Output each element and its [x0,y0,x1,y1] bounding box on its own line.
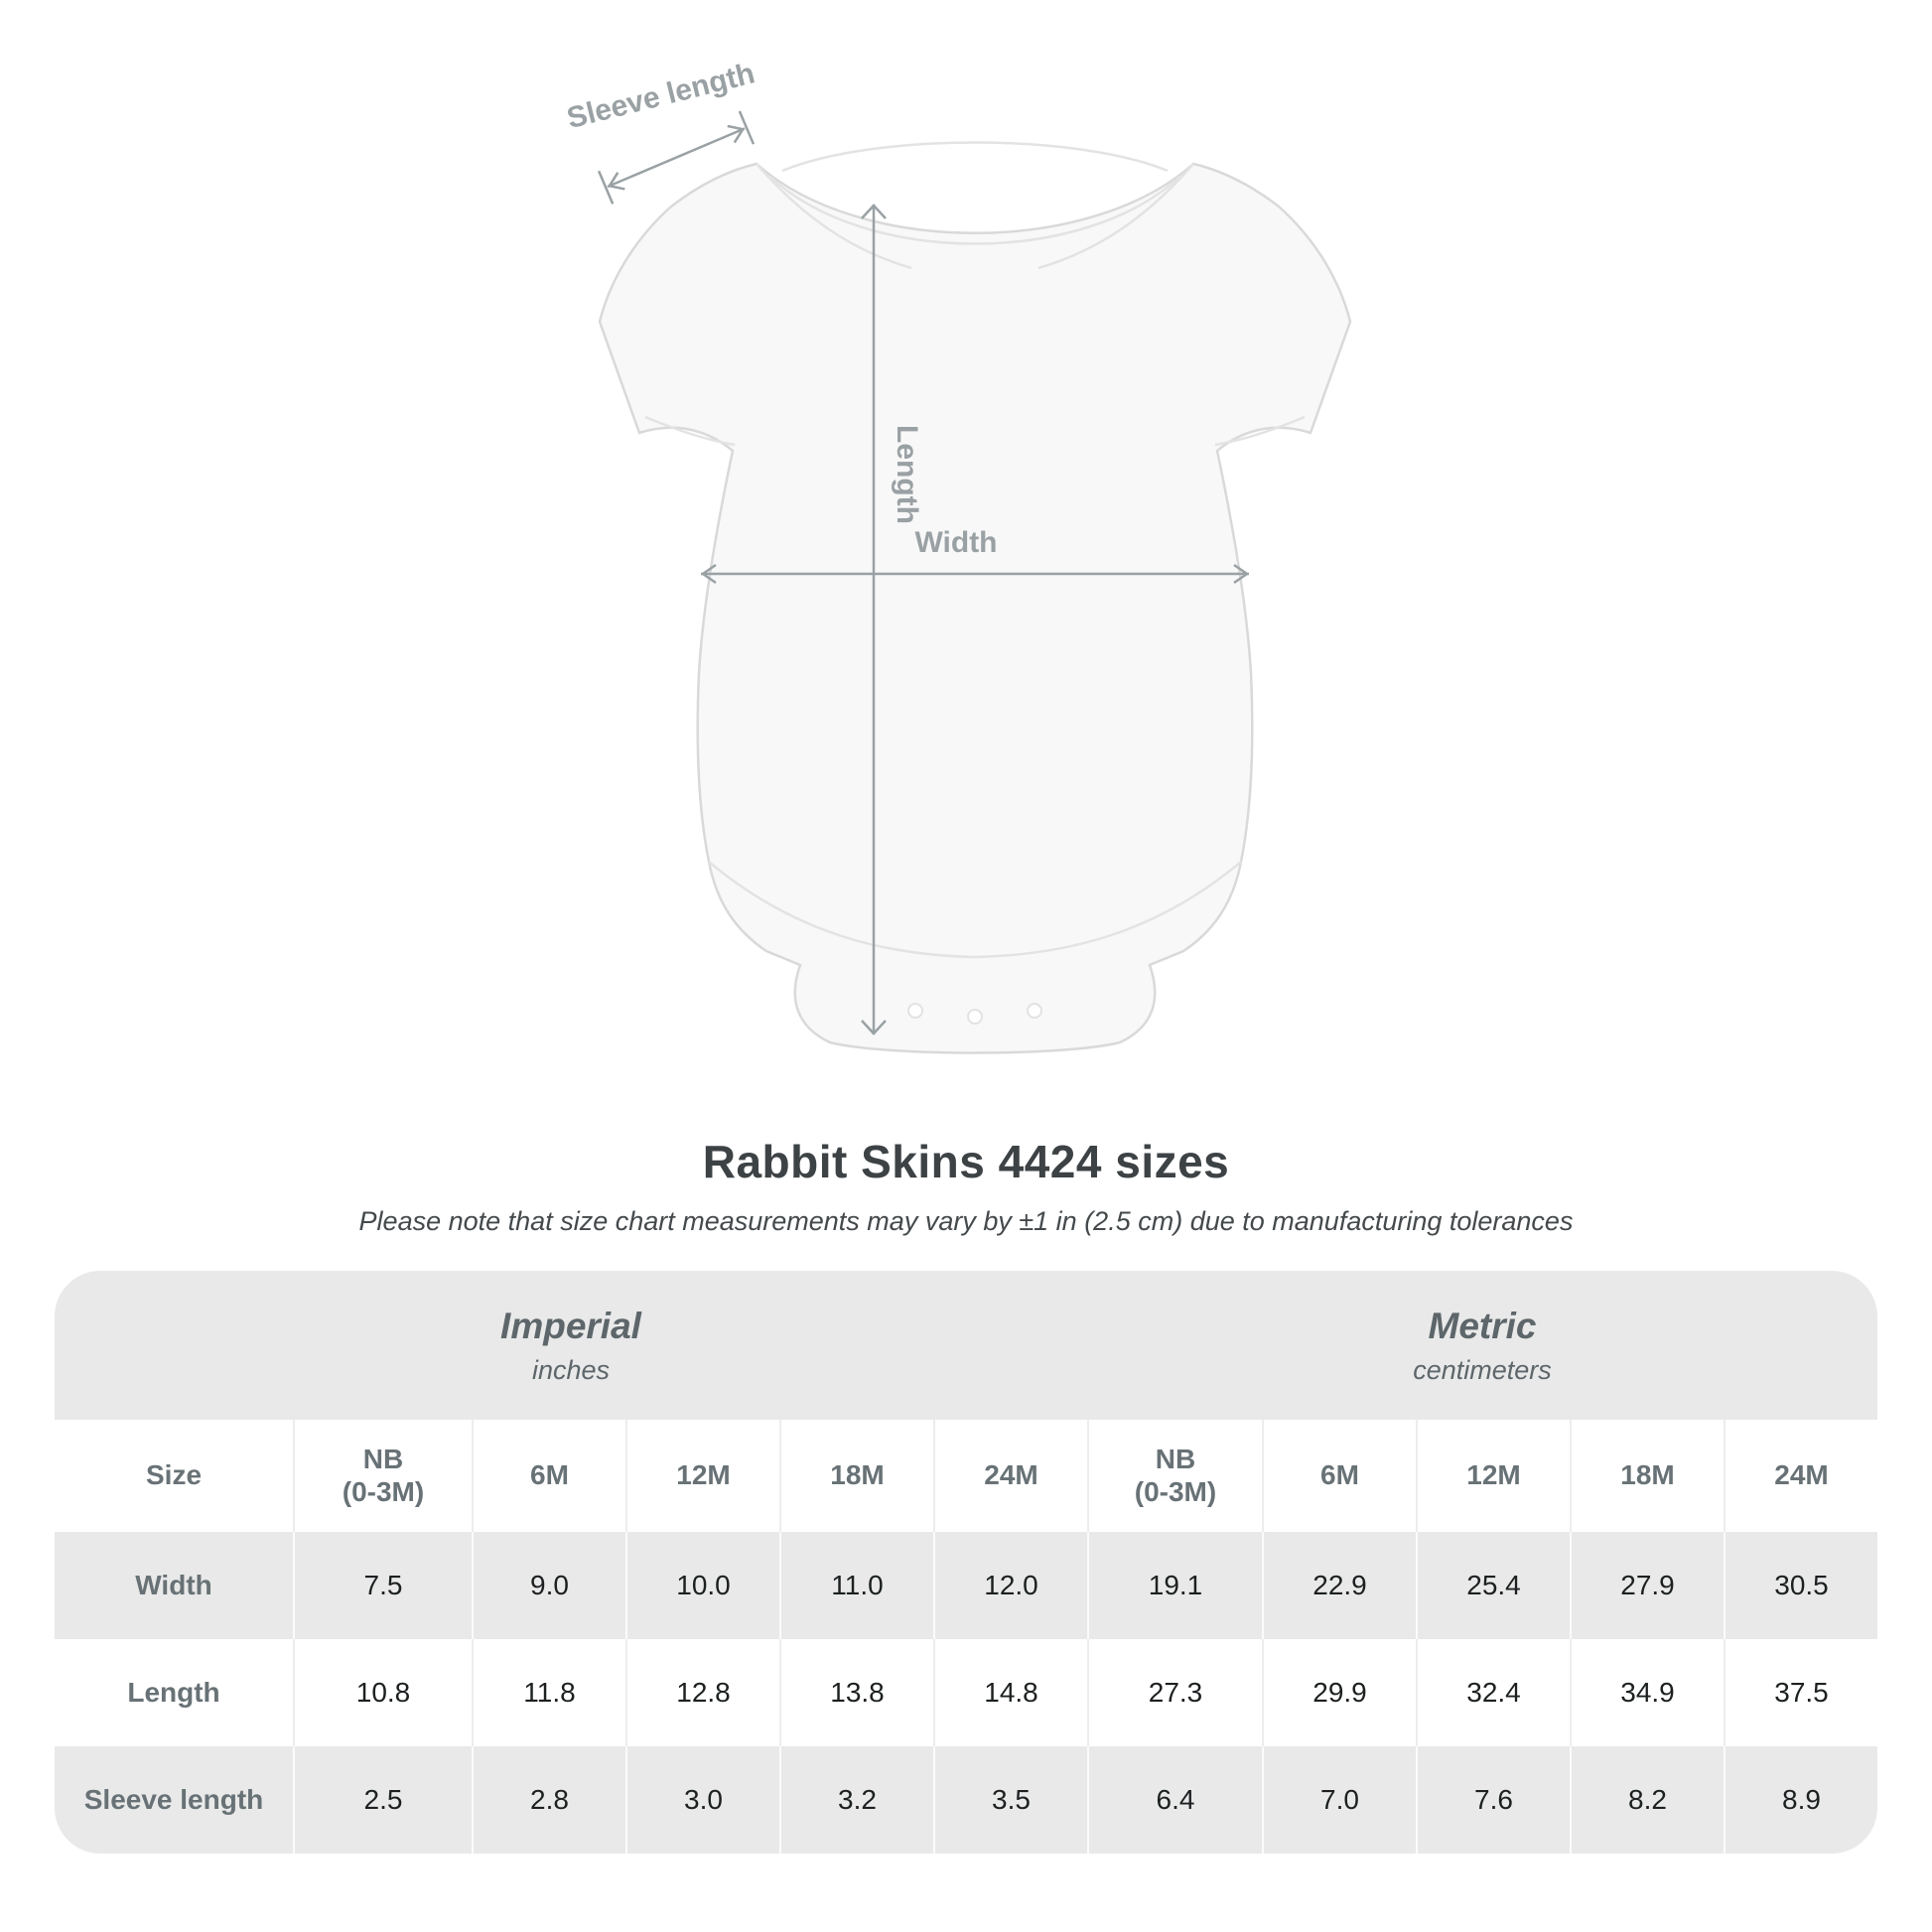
snap-button [908,1004,922,1018]
table-cell: 29.9 [1262,1639,1416,1746]
col-header-line1: 24M [984,1459,1038,1491]
snap-button [1028,1004,1041,1018]
col-header-imperial-18m [779,1420,933,1532]
col-header-imperial-12m [625,1420,779,1532]
col-header-metric-6m [1262,1420,1416,1532]
table-cell: 8.2 [1570,1746,1724,1854]
col-header-imperial-6m [472,1420,625,1532]
table-cell: 25.4 [1416,1532,1570,1639]
table-cell: 12.0 [933,1532,1087,1639]
tolerance-note: Please note that size chart measurements may vary by ±1 in (2.5 cm) due to manufacturing tolerances [358,1206,1574,1236]
imperial-group-header [55,1271,1087,1420]
col-header-imperial-nb [293,1420,472,1532]
table-cell: 14.8 [933,1639,1087,1746]
row-label-sleeve-length: Sleeve length [55,1746,293,1854]
size-table [55,1271,1877,1854]
table-cell: 9.0 [472,1532,625,1639]
col-header-line1: 18M [830,1459,885,1491]
table-cell: 22.9 [1262,1532,1416,1639]
col-header-line1: 6M [530,1459,569,1491]
table-cell: 10.0 [625,1532,779,1639]
page-title: Rabbit Skins 4424 sizes [702,1136,1230,1187]
table-cell: 6.4 [1087,1746,1262,1854]
col-header-metric-18m [1570,1420,1724,1532]
metric-group-name: Metric [1428,1305,1537,1346]
table-cell: 12.8 [625,1639,779,1746]
table-cell: 3.2 [779,1746,933,1854]
imperial-unit-label: inches [531,1354,611,1385]
table-cell: 2.5 [293,1746,472,1854]
metric-unit-label: centimeters [1413,1354,1552,1385]
table-cell: 3.5 [933,1746,1087,1854]
table-cell: 10.8 [293,1639,472,1746]
col-header-line2: (0-3M) [342,1475,425,1507]
table-cell: 3.0 [625,1746,779,1854]
col-header-size: Size [55,1420,293,1532]
table-cell: 27.9 [1570,1532,1724,1639]
table-cell: 34.9 [1570,1639,1724,1746]
table-cell: 7.0 [1262,1746,1416,1854]
row-label-length: Length [55,1639,293,1746]
imperial-group-name: Imperial [500,1305,641,1346]
col-header-metric-nb [1087,1420,1262,1532]
table-cell: 7.6 [1416,1746,1570,1854]
table-cell: 30.5 [1724,1532,1877,1639]
table-cell: 19.1 [1087,1532,1262,1639]
table-cell: 27.3 [1087,1639,1262,1746]
size-table-grid [55,1271,1877,1854]
col-header-line1: 12M [1466,1459,1521,1491]
onesie-illustration [600,143,1350,1053]
sleeve-length-label: Sleeve length [563,57,759,136]
table-cell: 11.8 [472,1639,625,1746]
width-label: Width [914,526,998,559]
col-header-line1: NB [1155,1444,1196,1475]
table-cell: 37.5 [1724,1639,1877,1746]
table-cell: 2.8 [472,1746,625,1854]
heading-block [0,1135,1932,1237]
col-header-line1: 18M [1620,1459,1675,1491]
col-header-metric-24m [1724,1420,1877,1532]
col-header-line1: 24M [1774,1459,1829,1491]
table-cell: 32.4 [1416,1639,1570,1746]
col-header-metric-12m [1416,1420,1570,1532]
table-cell: 13.8 [779,1639,933,1746]
row-label-width: Width [55,1532,293,1639]
col-header-line1: NB [362,1444,404,1475]
snap-button [968,1010,982,1024]
col-header-line1: 12M [676,1459,731,1491]
table-cell: 7.5 [293,1532,472,1639]
col-header-line2: (0-3M) [1134,1475,1217,1507]
onesie-body-path [600,164,1350,1053]
back-collar-seam [782,143,1168,172]
table-cell: 11.0 [779,1532,933,1639]
table-cell: 8.9 [1724,1746,1877,1854]
metric-group-header [1087,1271,1877,1420]
length-label: Length [891,425,923,524]
col-header-line1: 6M [1320,1459,1359,1491]
col-header-imperial-24m [933,1420,1087,1532]
